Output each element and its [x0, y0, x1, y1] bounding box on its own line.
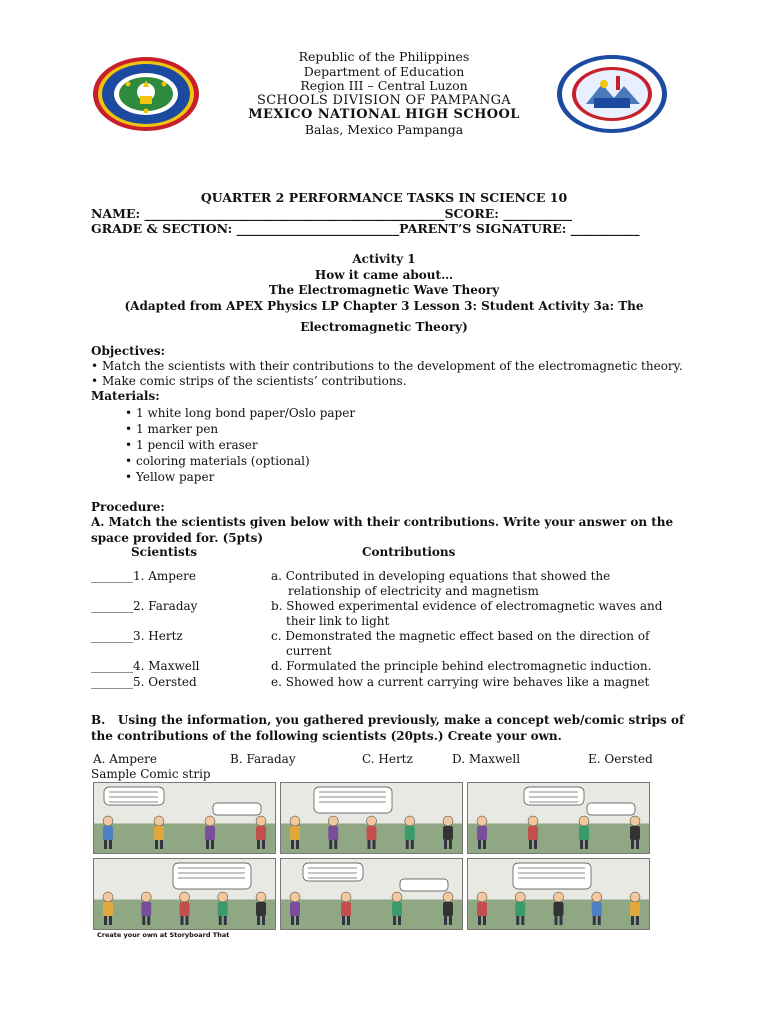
- objective-item: • Match the scientists with their contributions to the development of the electromagnetic theory.: [102, 359, 702, 374]
- answer-blank[interactable]: _______: [91, 569, 133, 583]
- material-item: • coloring materials (optional): [136, 453, 355, 469]
- parent-signature-label: PARENT’S SIGNATURE:: [399, 221, 567, 236]
- scientist-name: 1. Ampere: [133, 569, 196, 583]
- match-row: [91, 675, 197, 690]
- contribution-text: c. Demonstrated the magnetic effect based on the direction of current: [271, 629, 650, 658]
- objective-item: • Make comic strips of the scientists’ contributions.: [102, 374, 702, 389]
- header-department: Department of Education: [303, 63, 465, 79]
- activity-adapted-1: (Adapted from APEX Physics LP Chapter 3 Lesson 3: Student Activity 3a: The: [124, 298, 644, 313]
- activity-number: Activity 1: [352, 252, 416, 266]
- grade-parent-line: [91, 221, 640, 236]
- activity-subtitle: How it came about…: [314, 267, 454, 282]
- header-school-name: MEXICO NATIONAL HIGH SCHOOL: [248, 107, 520, 122]
- match-row: [91, 659, 200, 674]
- part-b-instructions: B. Using the information, you gathered previously, make a concept web/comic strips of the contributions of the following scientists (20pts.) Create your own.: [91, 713, 685, 743]
- comic-panel: [93, 782, 276, 854]
- comic-panel: [467, 782, 650, 854]
- comic-panel: [93, 858, 276, 930]
- scientist-name: 4. Maxwell: [133, 659, 200, 673]
- name-field[interactable]: ________________________________________________: [144, 206, 445, 221]
- school-header: [0, 50, 768, 137]
- answer-blank[interactable]: _______: [91, 675, 133, 689]
- activity-adapted-2: Electromagnetic Theory): [300, 320, 468, 334]
- objectives-heading: Objectives:: [91, 344, 166, 358]
- answer-blank[interactable]: _______: [91, 659, 133, 673]
- scientist-name: 2. Faraday: [133, 599, 198, 613]
- match-row: [91, 599, 197, 614]
- materials-list: [136, 405, 355, 485]
- parent-signature-field[interactable]: ___________: [570, 221, 640, 236]
- score-label: SCORE:: [444, 206, 499, 221]
- contribution-text: a. Contributed in developing equations that showed the relationship of electricity and magnetism: [271, 569, 611, 598]
- score-field[interactable]: ___________: [503, 206, 572, 221]
- sample-comic-label: Sample Comic strip: [91, 767, 211, 781]
- sample-comic-strip: [93, 782, 651, 936]
- scientist-name: 5. Oersted: [133, 675, 197, 689]
- scientist-name: 3. Hertz: [133, 629, 183, 643]
- contribution-text: e. Showed how a current carrying wire behaves like a magnet: [271, 675, 650, 689]
- grade-section-field[interactable]: __________________________: [236, 221, 400, 236]
- choice-maxwell: D. Maxwell: [452, 752, 521, 766]
- answer-blank[interactable]: _______: [91, 599, 133, 613]
- materials-heading: Materials:: [91, 389, 160, 403]
- procedure-heading: Procedure:: [91, 500, 165, 514]
- column-scientists: Scientists: [131, 545, 198, 559]
- material-item: • Yellow paper: [136, 469, 355, 485]
- activity-heading: [0, 252, 768, 314]
- choice-oersted: E. Oersted: [588, 752, 653, 766]
- header-region: Region III – Central Luzon: [300, 78, 468, 93]
- material-item: • 1 pencil with eraser: [136, 437, 355, 453]
- choice-faraday: B. Faraday: [230, 752, 296, 766]
- contribution-text: b. Showed experimental evidence of electromagnetic waves and their link to light: [271, 599, 663, 628]
- name-label: NAME:: [91, 206, 141, 221]
- comic-credit: Create your own at Storyboard That: [97, 931, 230, 939]
- header-division: SCHOOLS DIVISION OF PAMPANGA: [256, 92, 512, 108]
- answer-blank[interactable]: _______: [91, 629, 133, 643]
- material-item: • 1 marker pen: [136, 421, 355, 437]
- material-item: • 1 white long bond paper/Oslo paper: [136, 405, 355, 421]
- match-row: [91, 569, 196, 584]
- header-address: Balas, Mexico Pampanga: [304, 121, 464, 137]
- header-republic: Republic of the Philippines: [298, 49, 470, 64]
- choice-hertz: C. Hertz: [362, 752, 413, 766]
- objectives-list: [102, 359, 702, 389]
- match-row: [91, 629, 183, 644]
- name-score-line: [91, 206, 572, 221]
- comic-panel: [280, 782, 463, 854]
- column-contributions: Contributions: [362, 545, 456, 559]
- activity-topic: The Electromagnetic Wave Theory: [268, 283, 500, 297]
- page-title: QUARTER 2 PERFORMANCE TASKS IN SCIENCE 10: [200, 190, 568, 205]
- choice-ampere: A. Ampere: [93, 752, 157, 766]
- comic-panel: [467, 858, 650, 930]
- part-a-instructions: A. Match the scientists given below with their contributions. Write your answer on the space provided for. (5pts): [91, 515, 674, 545]
- comic-panel: [280, 858, 463, 930]
- grade-section-label: GRADE & SECTION:: [91, 221, 233, 236]
- contribution-text: d. Formulated the principle behind electromagnetic induction.: [271, 659, 652, 673]
